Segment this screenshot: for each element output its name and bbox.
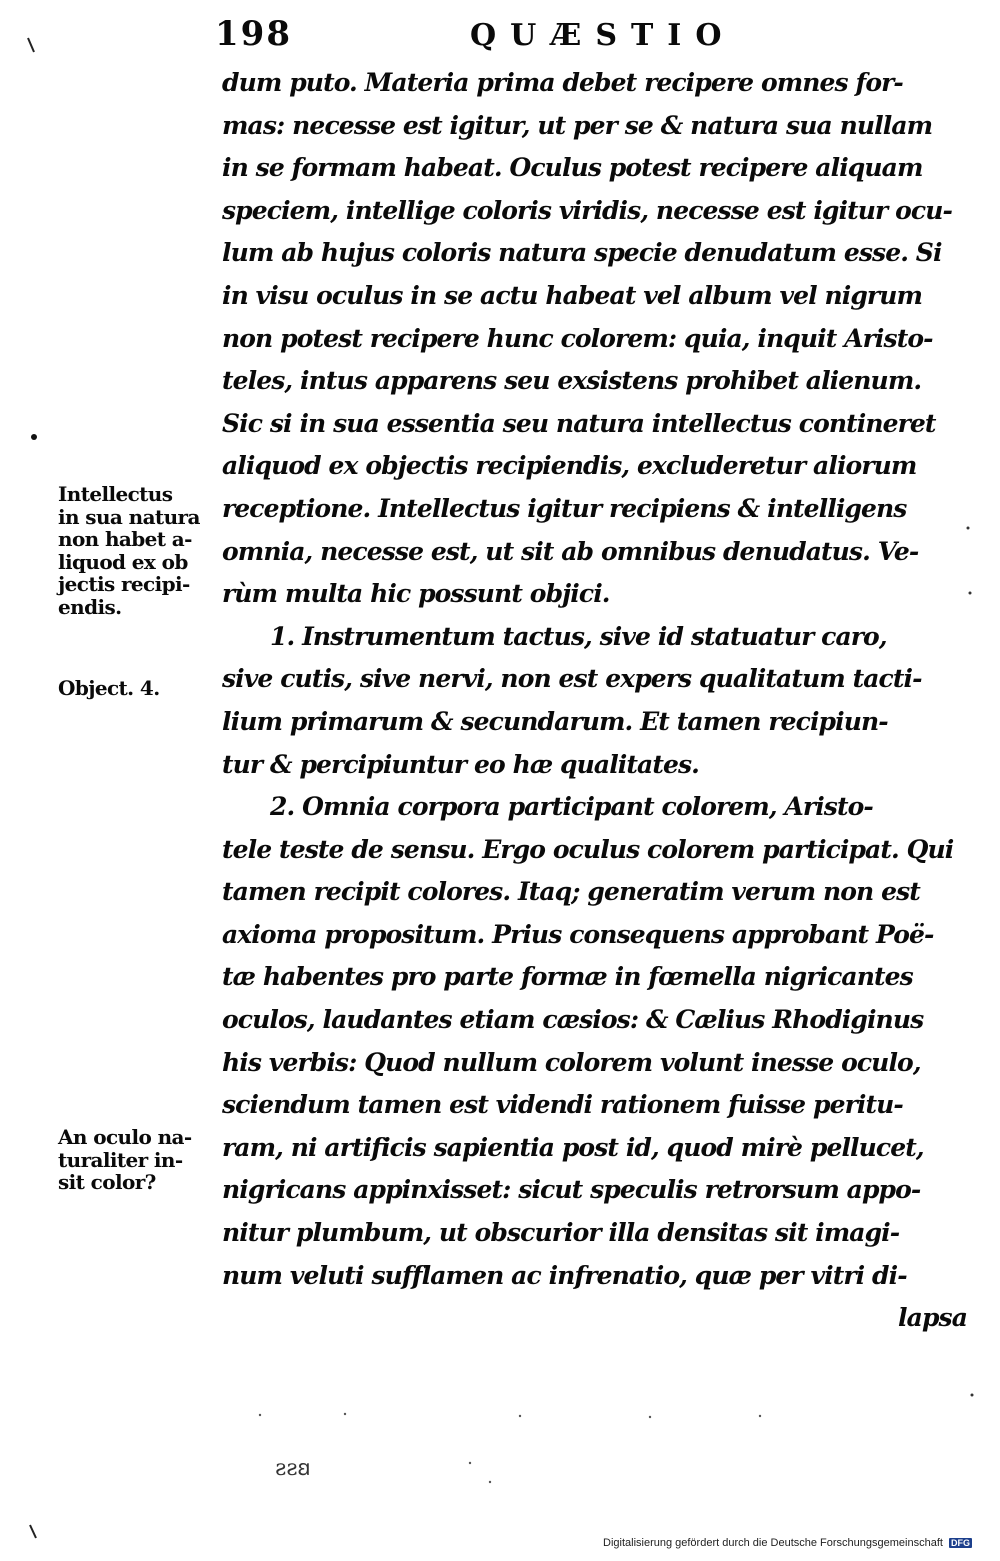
catchword: lapsa [898,1303,967,1333]
margin-note-line: turaliter in- [58,1147,183,1172]
text-line: sive cutis, sive nervi, non est expers qualitatum tacti- [222,664,922,694]
text-line: sciendum tamen est videndi rationem fuisse peritu- [222,1090,903,1120]
text-line: dum puto. Materia prima debet recipere omnes for- [222,68,903,97]
text-line: ram, ni artificis sapientia post id, quod mirè pellucet, [222,1132,924,1162]
text-line: lium primarum & secundarum. Et tamen recipiun- [222,706,888,736]
main-text-block [222,62,967,1340]
margin-note-line: An oculo na- [58,1125,192,1149]
text-line: his verbis: Quod nullum colorem volunt inesse oculo, [222,1047,921,1077]
text-line: receptione. Intellectus igitur recipiens & intelligens [222,493,907,523]
bottom-stray-mark: ƨƨꞛ [275,1456,311,1481]
margin-note-line: Intellectus [58,482,173,506]
text-line: mas: necesse est igitur, ut per se & natura sua nullam [222,110,933,140]
text-line: num veluti sufflamen ac infrenatio, quæ per vitri di- [222,1260,907,1290]
text-line: lum ab hujus coloris natura specie denudatum esse. Si [222,238,942,268]
running-head: QUÆSTIO [470,18,736,53]
dfg-logo: DFG [951,1538,971,1549]
text-line: Sic si in sua essentia seu natura intellectus contineret [222,408,936,438]
text-line: aliquod ex objectis recipiendis, excluderetur aliorum [222,451,917,481]
text-line: teles, intus apparens seu exsistens prohibet alienum. [222,366,922,396]
text-line: nitur plumbum, ut obscurior illa densitas sit imagi- [222,1218,900,1248]
text-line: tamen recipit colores. Itaq; generatim verum non est [222,877,920,907]
margin-note-line: sit color? [58,1170,156,1194]
text-line: nigricans appinxisset: sicut speculis retrorsum appo- [222,1175,921,1205]
margin-note-line: non habet a- [58,527,192,551]
text-line: 2. Omnia corpora participant colorem, Aristo- [270,792,873,822]
page-number: 198 [215,14,292,54]
text-line: 1. Instrumentum tactus, sive id statuatur caro, [270,621,887,651]
text-line: speciem, intellige coloris viridis, necesse est igitur ocu- [222,195,952,225]
text-line: in visu oculus in se actu habeat vel album vel nigrum [222,280,923,310]
margin-note-eye-color [58,1126,228,1194]
text-line: in se formam habeat. Oculus potest recipere aliquam [222,153,923,183]
text-line: tur & percipiuntur eo hæ qualitates. [222,749,699,779]
footer-credit [603,1537,972,1549]
text-line: tele teste de sensu. Ergo oculus colorem participat. Qui [222,834,954,864]
text-line: non potest recipere hunc colorem: quia, inquit Aristo- [222,323,933,353]
margin-note-line: in sua natura [58,504,200,529]
text-line: tæ habentes pro parte formæ in fœmella nigricantes [222,962,913,992]
margin-note-line: endis. [58,594,122,619]
text-line: oculos, laudantes etiam cæsios: & Cælius Rhodiginus [222,1005,924,1035]
margin-note-objection [58,677,228,700]
margin-note-line: liquod ex ob [58,549,188,574]
margin-note-intellect [58,483,228,618]
margin-note-line: Object. 4. [58,676,160,700]
text-line: axioma propositum. Prius consequens approbant Poë- [222,919,934,949]
text-line: rùm multa hic possunt objici. [222,579,610,609]
footer-credit-text: Digitalisierung gefördert durch die Deutsche Forschungsgemeinschaft [603,1537,943,1549]
margin-note-line: jectis recipi- [58,572,190,596]
text-line: omnia, necesse est, ut sit ab omnibus denudatus. Ve- [222,536,919,566]
